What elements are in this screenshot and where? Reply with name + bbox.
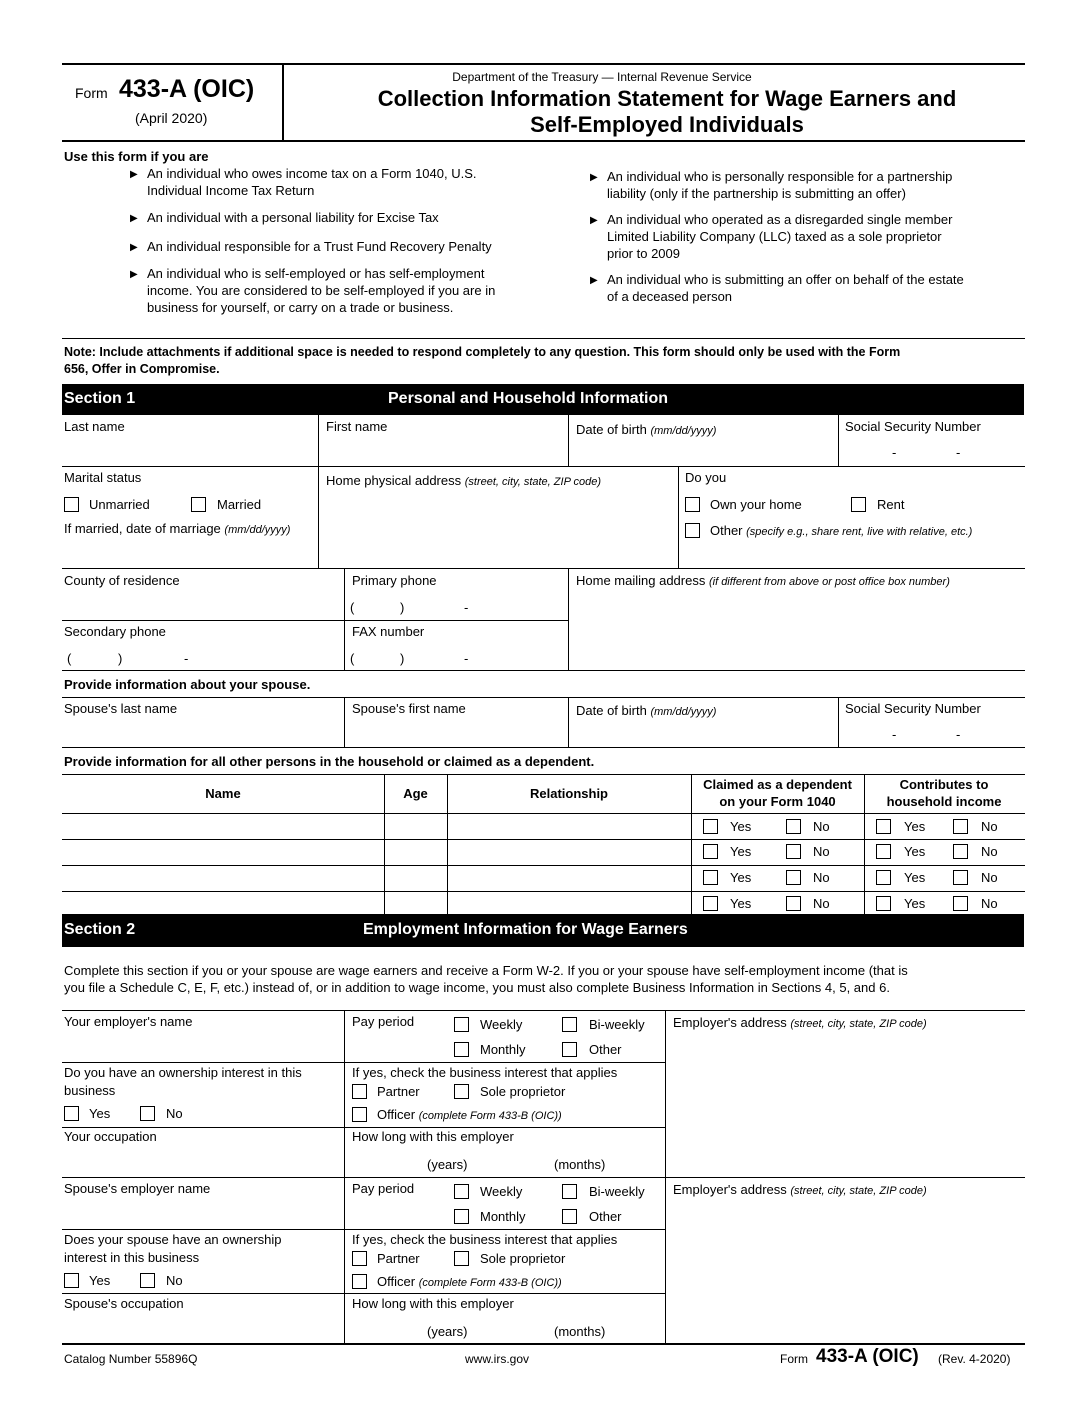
claimed-no-label: No [813,819,830,834]
contrib-no-label: No [981,870,998,885]
spouse-partner-checkbox[interactable] [352,1251,367,1266]
bullet-arrow-icon: ▶ [130,242,138,253]
claimed-no-label: No [813,896,830,911]
intro-bullet-line: An individual who is self-employed or has self-employment [147,266,485,281]
spouse-biweekly-label: Bi-weekly [589,1184,645,1199]
first-name-label: First name [326,419,388,434]
row-rule [62,774,1025,775]
intro-bullet-line: prior to 2009 [607,246,680,261]
claimed-yes-checkbox[interactable] [703,870,718,885]
col-age-header: Age [403,786,428,801]
phone-dash: - [184,651,189,666]
section-1-bar [62,384,1024,415]
divider [568,415,569,467]
spouse-monthly-label: Monthly [480,1209,526,1224]
bullet-arrow-icon: ▶ [590,275,598,286]
contrib-no-checkbox[interactable] [953,896,968,911]
row-rule [62,620,569,621]
intro-bullet-line: An individual who is submitting an offer on behalf of the estate [607,272,964,287]
title-line-2: Self-Employed Individuals [530,112,804,137]
ssn-dash: - [956,727,961,742]
unmarried-checkbox[interactable] [64,497,79,512]
spouse-other-pay-label: Other [589,1209,622,1224]
monthly-checkbox[interactable] [454,1042,469,1057]
section-2-title: Employment Information for Wage Earners [363,921,688,938]
spouse-sole-prop-label: Sole proprietor [480,1251,566,1266]
phone-dash: - [464,600,469,615]
row-rule [62,1293,666,1294]
row-rule [62,1229,666,1230]
pay-period-label: Pay period [352,1014,415,1029]
col-name-header: Name [205,786,241,801]
footer-form-number: 433-A (OIC) [816,1346,919,1367]
divider [568,698,569,747]
spouse-months-label: (months) [554,1324,606,1339]
spouse-monthly-checkbox[interactable] [454,1209,469,1224]
spouse-pay-period-label: Pay period [352,1181,415,1196]
contrib-no-label: No [981,844,998,859]
monthly-label: Monthly [480,1042,526,1057]
section-1-number: Section 1 [64,390,136,407]
phone-close-paren: ) [400,600,405,615]
contrib-yes-label: Yes [904,870,926,885]
partner-checkbox[interactable] [352,1084,367,1099]
rent-label: Rent [877,497,905,512]
claimed-yes-label: Yes [730,819,752,834]
row-rule [62,1343,1025,1345]
spouse-biweekly-checkbox[interactable] [562,1184,577,1199]
claimed-yes-checkbox[interactable] [703,844,718,859]
spouse-occupation-label: Spouse's occupation [64,1296,184,1311]
spouse-weekly-label: Weekly [480,1184,523,1199]
bullet-arrow-icon: ▶ [130,213,138,224]
primary-phone-label: Primary phone [352,573,437,588]
own-home-label: Own your home [710,497,802,512]
divider [838,415,839,467]
ownership-no-label: No [166,1106,183,1121]
spouse-ownership-no-checkbox[interactable] [140,1273,155,1288]
agency: Department of the Treasury — Internal Revenue Service [452,70,752,84]
bullet-arrow-icon: ▶ [130,169,138,180]
form-date: (April 2020) [135,110,208,126]
claimed-yes-checkbox[interactable] [703,819,718,834]
intro-heading: Use this form if you are [64,149,209,164]
spouse-weekly-checkbox[interactable] [454,1184,469,1199]
note-line-1: Note: Include attachments if additional space is needed to respond completely to any question. This form should only be used with the Form [64,345,901,359]
intro-bullet-line: An individual responsible for a Trust Fund Recovery Penalty [147,239,492,254]
biweekly-label: Bi-weekly [589,1017,645,1032]
contrib-yes-checkbox[interactable] [876,870,891,885]
phone-open-paren: ( [350,651,355,666]
spouse-ssn-label: Social Security Number [845,701,981,716]
phone-open-paren: ( [67,651,72,666]
section-2-intro-1: Complete this section if you or your spouse are wage earners and receive a Form W-2. If you or your spouse have self-employment income (that is [64,963,908,978]
unmarried-label: Unmarried [89,497,150,512]
contrib-no-checkbox[interactable] [953,844,968,859]
intro-bullet-line: income. You are considered to be self-employed if you are in [147,283,496,298]
spouse-partner-label: Partner [377,1251,420,1266]
col-claimed-header-2: on your Form 1040 [719,794,836,809]
row-rule [62,466,1025,467]
row-rule [62,813,1025,814]
marital-status-label: Marital status [64,470,142,485]
intro-bullet-line: Individual Income Tax Return [147,183,315,198]
contrib-yes-label: Yes [904,819,926,834]
claimed-no-label: No [813,870,830,885]
table-row-rule [62,839,1025,840]
spouse-ownership-yes-checkbox[interactable] [64,1273,79,1288]
intro-rule [62,338,1025,339]
ssn-dash: - [892,445,897,460]
officer-checkbox[interactable] [352,1107,367,1122]
row-rule [62,747,1025,748]
ownership-label-1: Do you have an ownership interest in this [64,1065,302,1080]
row-rule [62,670,1025,671]
row-rule [62,1010,1025,1011]
intro-bullet-line: Limited Liability Company (LLC) taxed as a sole proprietor [607,229,942,244]
marriage-date-label: If married, date of marriage (mm/dd/yyyy) [64,521,291,536]
spouse-ownership-yes-label: Yes [89,1273,111,1288]
contrib-no-checkbox[interactable] [953,819,968,834]
table-row-rule [62,865,1025,866]
catalog-number: Catalog Number 55896Q [64,1352,198,1366]
section-1-title: Personal and Household Information [388,390,669,407]
county-label: County of residence [64,573,180,588]
spouse-ownership-no-label: No [166,1273,183,1288]
rent-checkbox[interactable] [851,497,866,512]
other-housing-checkbox[interactable] [685,523,700,538]
claimed-no-checkbox[interactable] [786,896,801,911]
intro-bullet-line: of a deceased person [607,289,733,304]
other-housing-label: Other (specify e.g., share rent, live with relative, etc.) [710,523,973,538]
intro-bullet-line: An individual with a personal liability for Excise Tax [147,210,439,225]
intro-bullet-line: liability (only if the partnership is submitting an offer) [607,186,906,201]
ownership-yes-checkbox[interactable] [64,1106,79,1121]
last-name-label: Last name [64,419,125,434]
divider [318,415,319,467]
spouse-other-pay-checkbox[interactable] [562,1209,577,1224]
sole-prop-checkbox[interactable] [454,1084,469,1099]
spouse-employer-address-label: Employer's address (street, city, state, ZIP code) [673,1182,927,1197]
married-checkbox[interactable] [191,497,206,512]
section-2-number: Section 2 [64,921,136,938]
spouse-officer-label: Officer (complete Form 433-B (OIC)) [377,1274,562,1289]
intro-bullet-line: An individual who operated as a disregarded single member [607,212,953,227]
ownership-label-2: business [64,1083,116,1098]
if-yes-label: If yes, check the business interest that applies [352,1065,618,1080]
phone-close-paren: ) [400,651,405,666]
partner-label: Partner [377,1084,420,1099]
section-2-bar [62,914,1024,947]
claimed-yes-label: Yes [730,896,752,911]
divider [344,698,345,747]
spouse-officer-checkbox[interactable] [352,1274,367,1289]
spouse-dob-label: Date of birth (mm/dd/yyyy) [576,703,717,718]
contrib-yes-checkbox[interactable] [876,819,891,834]
header-bottom-rule [62,140,1025,142]
weekly-checkbox[interactable] [454,1017,469,1032]
sole-prop-label: Sole proprietor [480,1084,566,1099]
how-long-label: How long with this employer [352,1129,514,1144]
months-label: (months) [554,1157,606,1172]
ssn-dash: - [892,727,897,742]
phone-open-paren: ( [350,600,355,615]
ownership-yes-label: Yes [89,1106,111,1121]
phone-dash: - [464,651,469,666]
footer-rev: (Rev. 4-2020) [938,1352,1011,1366]
intro-bullet-line: An individual who owes income tax on a Form 1040, U.S. [147,166,477,181]
col-relationship-header: Relationship [529,786,608,801]
col-contrib-header-1: Contributes to [899,777,989,792]
home-address-label: Home physical address (street, city, state, ZIP code) [326,473,602,488]
other-pay-label: Other [589,1042,622,1057]
divider [678,467,679,568]
row-rule [62,568,1025,569]
bullet-arrow-icon: ▶ [130,269,138,280]
spouse-ownership-label-1: Does your spouse have an ownership [64,1232,282,1247]
row-rule [62,697,1025,698]
claimed-no-checkbox[interactable] [786,870,801,885]
other-pay-checkbox[interactable] [562,1042,577,1057]
dob-label: Date of birth (mm/dd/yyyy) [576,422,717,437]
spouse-heading: Provide information about your spouse. [64,677,311,692]
intro-bullet-line: business for yourself, or carry on a trade or business. [147,300,454,315]
bullet-arrow-icon: ▶ [590,172,598,183]
spouse-years-label: (years) [427,1324,468,1339]
last-name-input-area[interactable] [320,416,566,466]
spouse-first-name-label: Spouse's first name [352,701,466,716]
claimed-yes-checkbox[interactable] [703,896,718,911]
fax-label: FAX number [352,624,425,639]
spouse-ownership-label-2: interest in this business [64,1250,200,1265]
spouse-sole-prop-checkbox[interactable] [454,1251,469,1266]
contrib-yes-checkbox[interactable] [876,896,891,911]
biweekly-checkbox[interactable] [562,1017,577,1032]
form-number: 433-A (OIC) [119,75,255,103]
form-word: Form [75,85,108,101]
phone-close-paren: ) [118,651,123,666]
do-you-label: Do you [685,470,727,485]
claimed-no-checkbox[interactable] [786,844,801,859]
employer-address-label: Employer's address (street, city, state, ZIP code) [673,1015,927,1030]
footer-form-word: Form [780,1352,808,1366]
title-line-1: Collection Information Statement for Wage Earners and [377,86,957,111]
bullet-arrow-icon: ▶ [590,215,598,226]
ssn-dash: - [956,445,961,460]
spouse-last-name-label: Spouse's last name [64,701,178,716]
contrib-no-checkbox[interactable] [953,870,968,885]
ssn-label: Social Security Number [845,419,981,434]
household-heading: Provide information for all other persons in the household or claimed as a dependent. [64,754,595,769]
website: www.irs.gov [465,1352,530,1366]
contrib-no-label: No [981,819,998,834]
header-top-rule [62,63,1025,65]
officer-label: Officer (complete Form 433-B (OIC)) [377,1107,562,1122]
row-rule [62,1177,1025,1178]
col-contrib-header-2: household income [886,794,1002,809]
employer-name-label: Your employer's name [64,1014,193,1029]
section-2-intro-2: you file a Schedule C, E, F, etc.) instead of, or in addition to wage income, you must also complete Business Information in Sections 4, 5, and 6. [64,980,890,995]
intro-bullet-line: An individual who is personally responsible for a partnership [607,169,953,184]
spouse-if-yes-label: If yes, check the business interest that applies [352,1232,618,1247]
divider [838,698,839,747]
row-rule [62,1127,666,1128]
spouse-employer-name-label: Spouse's employer name [64,1181,211,1196]
row-rule [62,1062,666,1063]
mailing-address-label: Home mailing address (if different from above or post office box number) [576,573,950,588]
occupation-label: Your occupation [64,1129,157,1144]
table-row-rule [62,891,1025,892]
contrib-yes-label: Yes [904,896,926,911]
years-label: (years) [427,1157,468,1172]
contrib-yes-checkbox[interactable] [876,844,891,859]
claimed-no-label: No [813,844,830,859]
contrib-yes-label: Yes [904,844,926,859]
claimed-yes-label: Yes [730,844,752,859]
claimed-yes-label: Yes [730,870,752,885]
contrib-no-label: No [981,896,998,911]
note-line-2: 656, Offer in Compromise. [64,362,220,376]
spouse-how-long-label: How long with this employer [352,1296,514,1311]
married-label: Married [217,497,262,512]
own-home-checkbox[interactable] [685,497,700,512]
weekly-label: Weekly [480,1017,523,1032]
claimed-no-checkbox[interactable] [786,819,801,834]
secondary-phone-label: Secondary phone [64,624,166,639]
divider [318,467,319,568]
col-claimed-header-1: Claimed as a dependent [703,777,852,792]
ownership-no-checkbox[interactable] [140,1106,155,1121]
